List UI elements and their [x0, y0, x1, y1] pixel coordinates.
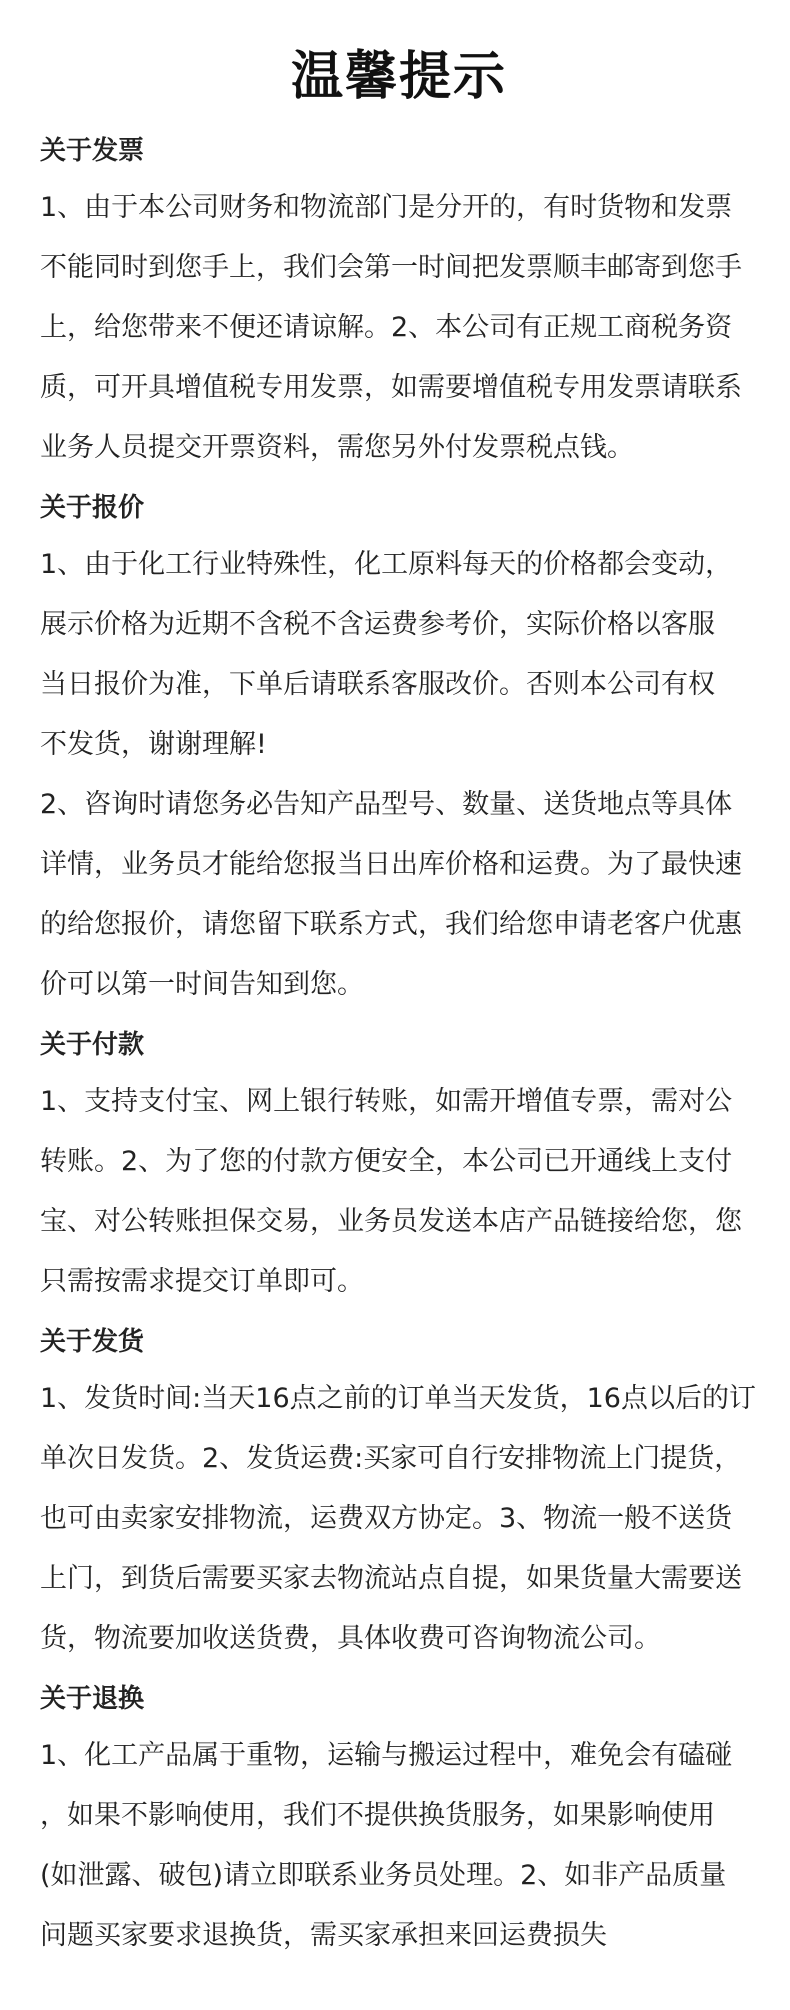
- text-line: 1、由于本公司财务和物流部门是分开的，有时货物和发票: [40, 192, 733, 223]
- invoice-paragraph: [40, 178, 758, 478]
- text-line: ，如果不影响使用，我们不提供换货服务，如果影响使用: [40, 1800, 715, 1831]
- text-line: 不发货，谢谢理解!: [40, 729, 267, 760]
- text-line: 的给您报价，请您留下联系方式，我们给您申请老客户优惠: [40, 909, 742, 940]
- section-heading-returns: 关于退换: [40, 1684, 145, 1714]
- text-line: (如泄露、破包)请立即联系业务员处理。2、如非产品质量: [40, 1860, 727, 1891]
- returns-paragraph: [40, 1726, 758, 1966]
- text-line: 详情，业务员才能给您报当日出库价格和运费。为了最快速: [40, 849, 742, 880]
- text-line: 只需按需求提交订单即可。: [40, 1266, 364, 1297]
- text-line: 上门，到货后需要买家去物流站点自提，如果货量大需要送: [40, 1563, 742, 1594]
- shipping-paragraph: [40, 1369, 758, 1669]
- text-line: 也可由卖家安排物流，运费双方协定。3、物流一般不送货: [40, 1503, 733, 1534]
- text-line: 1、发货时间:当天16点之前的订单当天发货，16点以后的订: [40, 1383, 756, 1414]
- section-heading-payment: 关于付款: [40, 1030, 145, 1060]
- text-line: 货，物流要加收送货费，具体收费可咨询物流公司。: [40, 1623, 661, 1654]
- page-title: 温馨提示: [290, 46, 507, 107]
- text-line: 不能同时到您手上，我们会第一时间把发票顺丰邮寄到您手: [40, 252, 742, 283]
- text-line: 质，可开具增值税专用发票，如需要增值税专用发票请联系: [40, 372, 742, 403]
- text-line: 宝、对公转账担保交易，业务员发送本店产品链接给您，您: [40, 1206, 742, 1237]
- text-line: 1、由于化工行业特殊性，化工原料每天的价格都会变动，: [40, 549, 733, 580]
- section-heading-shipping: 关于发货: [40, 1327, 145, 1357]
- text-line: 单次日发货。2、发货运费:买家可自行安排物流上门提货，: [40, 1443, 742, 1474]
- text-line: 当日报价为准，下单后请联系客服改价。否则本公司有权: [40, 669, 715, 700]
- section-heading-quotation: 关于报价: [40, 493, 145, 523]
- text-line: 1、支持支付宝、网上银行转账，如需开增值专票，需对公: [40, 1086, 733, 1117]
- text-line: 问题买家要求退换货，需买家承担来回运费损失: [40, 1920, 607, 1951]
- text-line: 业务人员提交开票资料，需您另外付发票税点钱。: [40, 432, 634, 463]
- payment-paragraph: [40, 1072, 758, 1312]
- text-line: 转账。2、为了您的付款方便安全，本公司已开通线上支付: [40, 1146, 733, 1177]
- quotation-paragraph-2: [40, 775, 758, 1015]
- text-line: 上，给您带来不便还请谅解。2、本公司有正规工商税务资: [40, 312, 733, 343]
- section-heading-invoice: 关于发票: [40, 136, 145, 166]
- text-line: 展示价格为近期不含税不含运费参考价，实际价格以客服: [40, 609, 715, 640]
- text-line: 1、化工产品属于重物，运输与搬运过程中，难免会有磕碰: [40, 1740, 733, 1771]
- text-line: 2、咨询时请您务必告知产品型号、数量、送货地点等具体: [40, 789, 733, 820]
- quotation-paragraph-1: [40, 535, 758, 775]
- text-line: 价可以第一时间告知到您。: [40, 969, 364, 1000]
